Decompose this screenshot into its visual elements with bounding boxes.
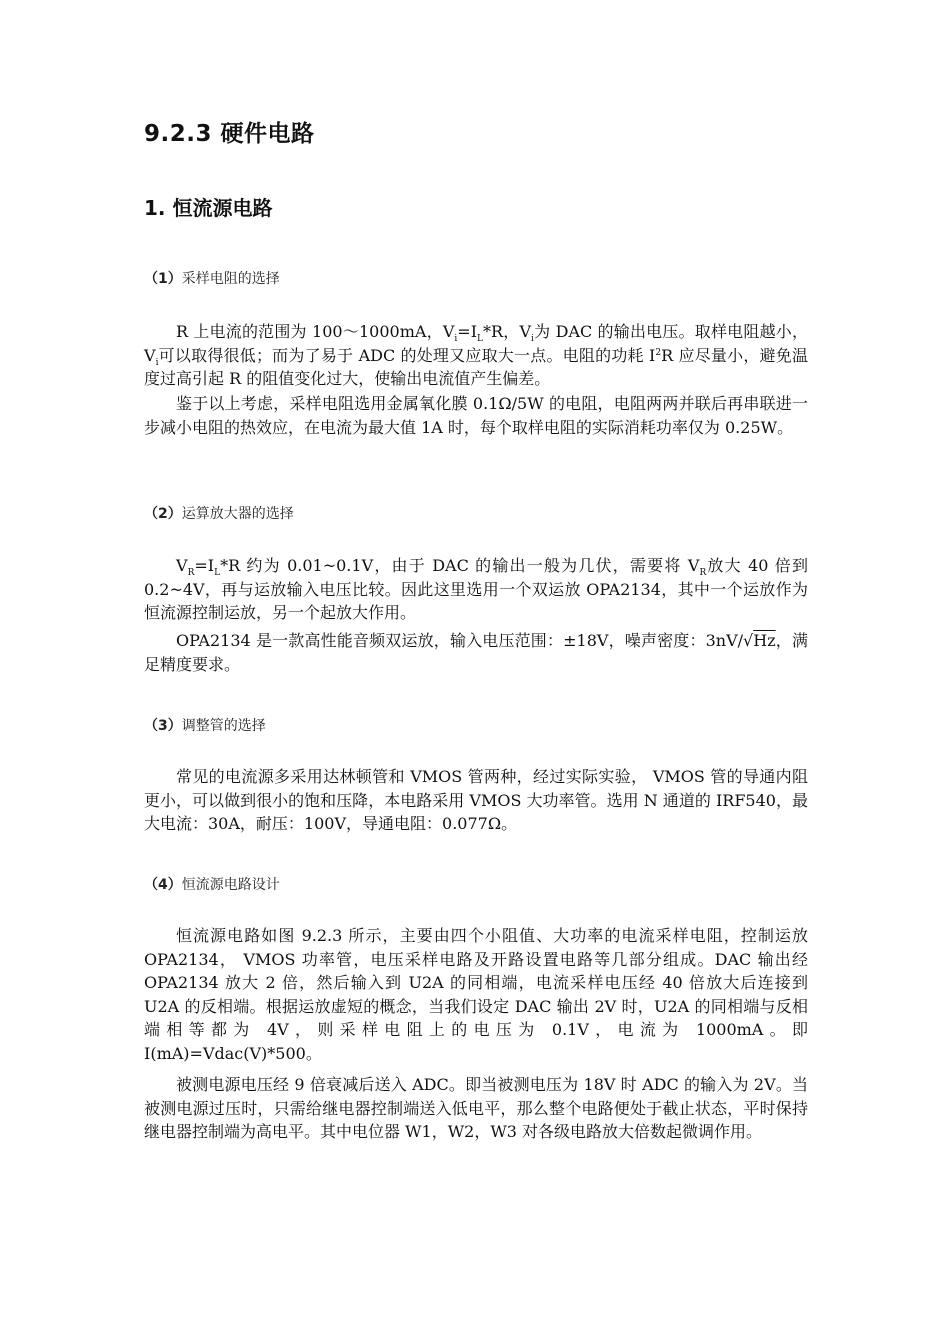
section-title: 9.2.3 硬件电路 (144, 121, 315, 147)
heading-pass-transistor (144, 715, 266, 735)
heading-text: 恒流源电路设计 (181, 877, 280, 893)
heading-opamp (144, 503, 294, 523)
paragraph-opamp-gain: $V_R=I_L*R$ 约为 0.01~0.1V，由于 DAC 的输出一般为几伏，需要将 $V_R$放大 40 倍到 0.2~4V，再与运放输入电压比较。因此这里选用一个双运放 OPA2134，其中一个运放作为恒流源控制运放，另一个起放大作用。 (144, 556, 808, 622)
heading-text: 运算放大器的选择 (181, 506, 294, 522)
heading-number: （4） (144, 877, 182, 893)
heading-circuit-design (144, 874, 280, 894)
heading-sampling-resistor (144, 268, 280, 288)
heading-text: 采样电阻的选择 (181, 271, 280, 287)
paragraph-opa2134: OPA2134 是一款高性能音频双运放，输入电压范围：±18V，噪声密度：3nV/√Hz，满足精度要求。 (144, 631, 808, 674)
heading-number: （1） (144, 271, 182, 287)
paragraph-voltage-measurement: 被测电源电压经 9 倍衰减后送入 ADC。即当被测电压为 18V 时 ADC 的输入为 2V。当被测电源过压时，只需给继电器控制端送入低电平，那么整个电路便处于截止状态，平时保持继电器控制端为高电平。其中电位器 W1，W2，W3 对各级电路放大倍数起微调作用。 (144, 1075, 808, 1141)
heading-number: （2） (144, 506, 182, 522)
paragraph-vmos: 常见的电流源多采用达林顿管和 VMOS 管两种，经过实际实验， VMOS 管的导通内阻更小，可以做到很小的饱和压降，本电路采用 VMOS 大功率管。选用 N 通道的 IRF540，最大电流：30A，耐压：100V，导通电阻：0.077Ω。 (144, 767, 808, 833)
paragraph-circuit-description: 恒流源电路如图 9.2.3 所示，主要由四个小阻值、大功率的电流采样电阻，控制运放 OPA2134， VMOS 功率管，电压采样电路及开路设置电路等几部分组成。DAC 输出经 OPA2134 放大 2 倍，然后输入到 U2A 的同相端，电流采样电压经 40 倍放大后连接到 U2A 的反相端。根据运放虚短的概念，当我们设定 DAC 输出 2V 时，U2A 的同相端与反相端相等都为 4V，则采样电阻上的电压为 0.1V，电流为 1000mA。即 I(mA)=Vdac(V)*500。 (144, 926, 808, 1063)
paragraph-resistor-choice: 鉴于以上考虑，采样电阻选用金属氧化膜 0.1Ω/5W 的电阻，电阻两两并联后再串联进一步减小电阻的热效应，在电流为最大值 1A 时，每个取样电阻的实际消耗功率仅为 0.25W。 (144, 394, 808, 437)
heading-text: 调整管的选择 (181, 718, 266, 734)
heading-number: （3） (144, 718, 182, 734)
subsection-title: 1. 恒流源电路 (144, 196, 273, 220)
paragraph-resistor-range: R 上电流的范围为 100～1000mA，$V_i=I_L*R$，$V_i$为 DAC 的输出电压。取样电阻越小，$V_i$可以取得很低；而为了易于 ADC 的处理又应取大一点。电阻的功耗 $I^2R$ 应尽量小，避免温度过高引起 R 的阻值变化过大，使输出电流值产生偏差。 (144, 322, 808, 388)
